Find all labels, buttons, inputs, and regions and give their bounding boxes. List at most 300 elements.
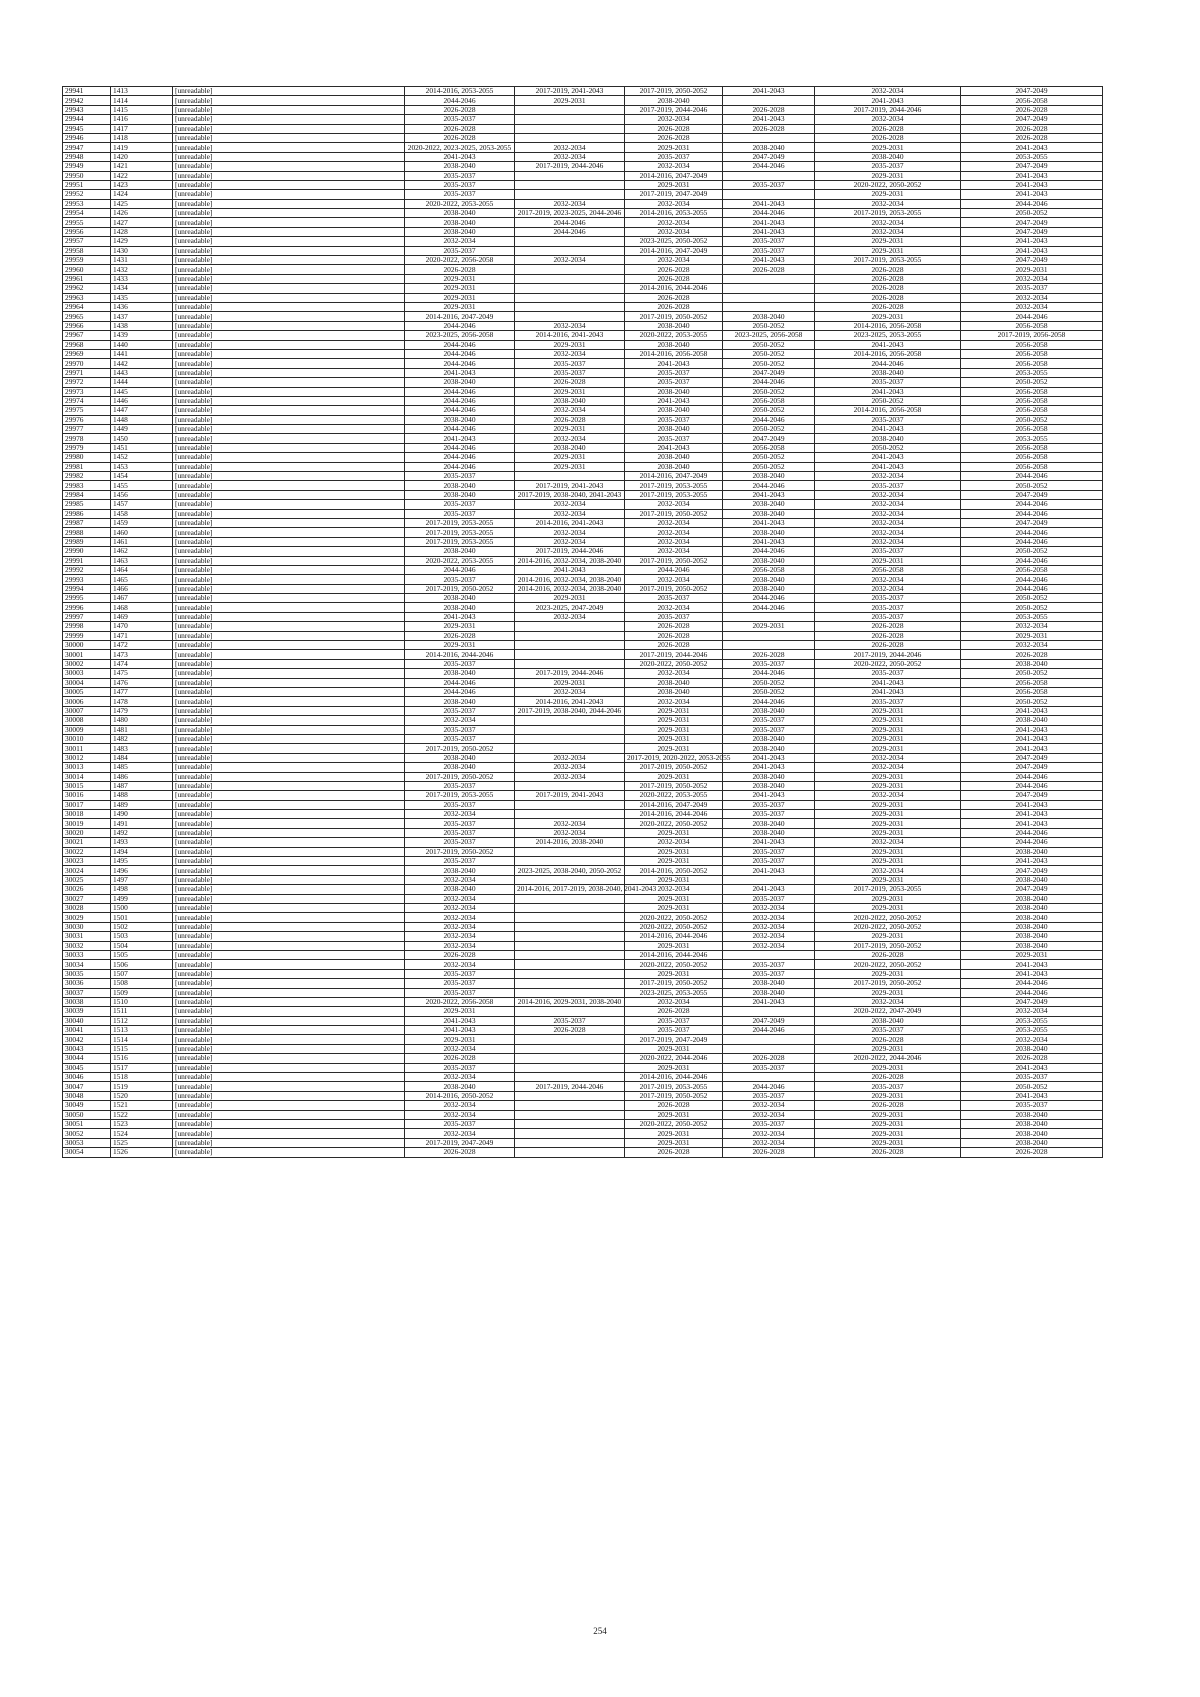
period-cell-3: 2017-2019, 2050-2052 — [625, 87, 723, 96]
period-cell-2 — [515, 1044, 625, 1053]
address-cell: [unreadable] — [173, 828, 405, 837]
period-cell-6: 2050-2052 — [961, 378, 1103, 387]
table-row — [63, 641, 1103, 650]
period-cell-5: 2041-2043 — [815, 453, 961, 462]
record-number: 29942 — [63, 96, 111, 105]
period-cell-3: 2026-2028 — [625, 133, 723, 142]
period-cell-1: 2029-2031 — [405, 1035, 515, 1044]
table-row — [63, 650, 1103, 659]
period-cell-2: 2029-2031 — [515, 678, 625, 687]
address-cell: [unreadable] — [173, 950, 405, 959]
period-cell-3: 2032-2034 — [625, 115, 723, 124]
record-number: 30020 — [63, 828, 111, 837]
house-number: 1445 — [111, 387, 173, 396]
period-cell-1: 2035-2037 — [405, 979, 515, 988]
record-number: 29955 — [63, 218, 111, 227]
table-row — [63, 838, 1103, 847]
period-cell-1: 2026-2028 — [405, 950, 515, 959]
record-number: 29968 — [63, 340, 111, 349]
house-number: 1501 — [111, 913, 173, 922]
period-cell-2: 2032-2034 — [515, 528, 625, 537]
period-cell-2: 2017-2019, 2038-2040, 2041-2043 — [515, 490, 625, 499]
address-cell: [unreadable] — [173, 556, 405, 565]
address-cell: [unreadable] — [173, 744, 405, 753]
period-cell-5: 2029-2031 — [815, 1091, 961, 1100]
period-cell-5: 2026-2028 — [815, 1035, 961, 1044]
period-cell-2: 2032-2034 — [515, 500, 625, 509]
address-cell: [unreadable] — [173, 349, 405, 358]
period-cell-3: 2017-2019, 2050-2052 — [625, 781, 723, 790]
period-cell-6: 2038-2040 — [961, 875, 1103, 884]
period-cell-4: 2038-2040 — [723, 979, 815, 988]
period-cell-2: 2032-2034 — [515, 152, 625, 161]
period-cell-4: 2050-2052 — [723, 349, 815, 358]
period-cell-2: 2017-2019, 2044-2046 — [515, 669, 625, 678]
table-row — [63, 1082, 1103, 1091]
period-cell-5: 2038-2040 — [815, 368, 961, 377]
period-cell-4: 2038-2040 — [723, 819, 815, 828]
period-cell-6: 2050-2052 — [961, 603, 1103, 612]
period-cell-5: 2026-2028 — [815, 302, 961, 311]
period-cell-3: 2035-2037 — [625, 1026, 723, 1035]
period-cell-1: 2032-2034 — [405, 810, 515, 819]
period-cell-1: 2014-2016, 2044-2046 — [405, 650, 515, 659]
period-cell-2: 2014-2016, 2041-2043 — [515, 697, 625, 706]
period-cell-2 — [515, 133, 625, 142]
period-cell-4: 2041-2043 — [723, 537, 815, 546]
period-cell-4: 2047-2049 — [723, 1016, 815, 1025]
record-number: 30002 — [63, 659, 111, 668]
period-cell-6: 2050-2052 — [961, 669, 1103, 678]
period-cell-5: 2029-2031 — [815, 171, 961, 180]
table-row — [63, 443, 1103, 452]
address-cell: [unreadable] — [173, 415, 405, 424]
period-cell-1: 2017-2019, 2053-2055 — [405, 518, 515, 527]
record-number: 30010 — [63, 734, 111, 743]
record-number: 30052 — [63, 1129, 111, 1138]
period-cell-1: 2026-2028 — [405, 105, 515, 114]
period-cell-5: 2020-2022, 2050-2052 — [815, 922, 961, 931]
period-cell-4: 2041-2043 — [723, 885, 815, 894]
address-cell: [unreadable] — [173, 1044, 405, 1053]
address-cell: [unreadable] — [173, 979, 405, 988]
period-cell-2 — [515, 1073, 625, 1082]
period-cell-4: 2035-2037 — [723, 716, 815, 725]
period-cell-6: 2044-2046 — [961, 472, 1103, 481]
period-cell-4: 2038-2040 — [723, 734, 815, 743]
period-cell-3: 2029-2031 — [625, 941, 723, 950]
period-cell-3: 2032-2034 — [625, 603, 723, 612]
record-number: 30041 — [63, 1026, 111, 1035]
house-number: 1417 — [111, 124, 173, 133]
house-number: 1414 — [111, 96, 173, 105]
house-number: 1479 — [111, 706, 173, 715]
period-cell-6: 2041-2043 — [961, 734, 1103, 743]
record-number: 29972 — [63, 378, 111, 387]
record-number: 29986 — [63, 509, 111, 518]
address-cell: [unreadable] — [173, 857, 405, 866]
table-row — [63, 913, 1103, 922]
house-number: 1503 — [111, 932, 173, 941]
period-cell-6: 2041-2043 — [961, 237, 1103, 246]
period-cell-1: 2035-2037 — [405, 706, 515, 715]
period-cell-1: 2017-2019, 2050-2052 — [405, 584, 515, 593]
period-cell-3: 2014-2016, 2044-2046 — [625, 810, 723, 819]
period-cell-1: 2044-2046 — [405, 321, 515, 330]
period-cell-5: 2038-2040 — [815, 152, 961, 161]
address-cell: [unreadable] — [173, 105, 405, 114]
record-number: 29951 — [63, 180, 111, 189]
address-cell: [unreadable] — [173, 612, 405, 621]
period-cell-5: 2032-2034 — [815, 528, 961, 537]
period-cell-2: 2035-2037 — [515, 368, 625, 377]
period-cell-3: 2017-2019, 2053-2055 — [625, 481, 723, 490]
record-number: 29960 — [63, 265, 111, 274]
period-cell-3: 2017-2019, 2050-2052 — [625, 509, 723, 518]
period-cell-3: 2032-2034 — [625, 537, 723, 546]
period-cell-6: 2047-2049 — [961, 518, 1103, 527]
address-cell: [unreadable] — [173, 462, 405, 471]
table-row — [63, 979, 1103, 988]
period-cell-3: 2014-2016, 2056-2058 — [625, 349, 723, 358]
table-row — [63, 819, 1103, 828]
period-cell-1: 2020-2022, 2053-2055 — [405, 199, 515, 208]
record-number: 29977 — [63, 425, 111, 434]
address-cell: [unreadable] — [173, 688, 405, 697]
table-row — [63, 1016, 1103, 1025]
period-cell-1: 2038-2040 — [405, 378, 515, 387]
period-cell-6: 2044-2046 — [961, 828, 1103, 837]
record-number: 30008 — [63, 716, 111, 725]
table-row — [63, 932, 1103, 941]
period-cell-3: 2041-2043 — [625, 443, 723, 452]
period-cell-1: 2020-2022, 2056-2058 — [405, 997, 515, 1006]
table-row — [63, 547, 1103, 556]
house-number: 1442 — [111, 359, 173, 368]
record-number: 30027 — [63, 894, 111, 903]
table-row — [63, 462, 1103, 471]
house-number: 1439 — [111, 331, 173, 340]
house-number: 1491 — [111, 819, 173, 828]
period-cell-2 — [515, 622, 625, 631]
record-number: 30030 — [63, 922, 111, 931]
period-cell-4: 2041-2043 — [723, 763, 815, 772]
table-row — [63, 490, 1103, 499]
period-cell-6: 2050-2052 — [961, 697, 1103, 706]
period-cell-5: 2032-2034 — [815, 115, 961, 124]
period-cell-4: 2035-2037 — [723, 659, 815, 668]
address-cell: [unreadable] — [173, 1091, 405, 1100]
period-cell-3: 2014-2016, 2047-2049 — [625, 800, 723, 809]
period-cell-1: 2044-2046 — [405, 678, 515, 687]
table-row — [63, 218, 1103, 227]
period-cell-5: 2029-2031 — [815, 725, 961, 734]
period-cell-4: 2050-2052 — [723, 359, 815, 368]
period-cell-4: 2044-2046 — [723, 669, 815, 678]
table-row — [63, 678, 1103, 687]
period-cell-1: 2029-2031 — [405, 641, 515, 650]
period-cell-6: 2026-2028 — [961, 1054, 1103, 1063]
period-cell-4: 2044-2046 — [723, 209, 815, 218]
period-cell-5: 2029-2031 — [815, 556, 961, 565]
period-cell-6: 2050-2052 — [961, 481, 1103, 490]
address-cell: [unreadable] — [173, 237, 405, 246]
period-cell-3: 2014-2016, 2050-2052 — [625, 866, 723, 875]
address-cell: [unreadable] — [173, 997, 405, 1006]
period-cell-2 — [515, 960, 625, 969]
period-cell-6: 2041-2043 — [961, 171, 1103, 180]
period-cell-3: 2032-2034 — [625, 669, 723, 678]
record-number: 30017 — [63, 800, 111, 809]
record-number: 30039 — [63, 1007, 111, 1016]
period-cell-3: 2026-2028 — [625, 293, 723, 302]
record-number: 29948 — [63, 152, 111, 161]
period-cell-1: 2032-2034 — [405, 913, 515, 922]
period-cell-6: 2038-2040 — [961, 894, 1103, 903]
period-cell-4: 2038-2040 — [723, 556, 815, 565]
address-cell: [unreadable] — [173, 800, 405, 809]
address-cell: [unreadable] — [173, 124, 405, 133]
house-number: 1508 — [111, 979, 173, 988]
record-number: 29997 — [63, 612, 111, 621]
address-cell: [unreadable] — [173, 697, 405, 706]
period-cell-6: 2047-2049 — [961, 256, 1103, 265]
period-cell-4: 2044-2046 — [723, 594, 815, 603]
address-cell: [unreadable] — [173, 866, 405, 875]
table-row — [63, 518, 1103, 527]
period-cell-6: 2038-2040 — [961, 932, 1103, 941]
period-cell-6: 2044-2046 — [961, 556, 1103, 565]
house-number: 1512 — [111, 1016, 173, 1025]
period-cell-5: 2017-2019, 2050-2052 — [815, 979, 961, 988]
period-cell-4: 2035-2037 — [723, 237, 815, 246]
period-cell-3: 2032-2034 — [625, 697, 723, 706]
table-row — [63, 1148, 1103, 1157]
period-cell-3: 2029-2031 — [625, 1044, 723, 1053]
record-number: 30021 — [63, 838, 111, 847]
house-number: 1433 — [111, 274, 173, 283]
house-number: 1436 — [111, 302, 173, 311]
house-number: 1440 — [111, 340, 173, 349]
period-cell-4: 2026-2028 — [723, 650, 815, 659]
period-cell-6: 2041-2043 — [961, 960, 1103, 969]
address-cell: [unreadable] — [173, 1138, 405, 1147]
table-row — [63, 349, 1103, 358]
period-cell-5: 2035-2037 — [815, 612, 961, 621]
period-cell-1: 2032-2034 — [405, 960, 515, 969]
period-cell-5: 2017-2019, 2053-2055 — [815, 885, 961, 894]
table-row — [63, 284, 1103, 293]
period-cell-6: 2035-2037 — [961, 1073, 1103, 1082]
house-number: 1472 — [111, 641, 173, 650]
table-row — [63, 190, 1103, 199]
period-cell-4: 2050-2052 — [723, 425, 815, 434]
period-cell-3: 2029-2031 — [625, 734, 723, 743]
period-cell-2 — [515, 875, 625, 884]
period-cell-3: 2020-2022, 2050-2052 — [625, 922, 723, 931]
period-cell-1: 2029-2031 — [405, 293, 515, 302]
period-cell-4: 2056-2058 — [723, 565, 815, 574]
period-cell-5: 2026-2028 — [815, 631, 961, 640]
period-cell-1: 2035-2037 — [405, 659, 515, 668]
house-number: 1446 — [111, 396, 173, 405]
address-cell: [unreadable] — [173, 772, 405, 781]
period-cell-5: 2029-2031 — [815, 1110, 961, 1119]
period-cell-3: 2017-2019, 2047-2049 — [625, 190, 723, 199]
period-cell-6: 2047-2049 — [961, 791, 1103, 800]
period-cell-3: 2020-2022, 2053-2055 — [625, 791, 723, 800]
period-cell-4: 2044-2046 — [723, 697, 815, 706]
house-number: 1448 — [111, 415, 173, 424]
period-cell-3: 2041-2043 — [625, 359, 723, 368]
address-cell: [unreadable] — [173, 209, 405, 218]
period-cell-5: 2020-2022, 2047-2049 — [815, 1007, 961, 1016]
period-cell-2: 2032-2034 — [515, 828, 625, 837]
period-cell-4 — [723, 1007, 815, 1016]
period-cell-1: 2044-2046 — [405, 462, 515, 471]
period-cell-4: 2044-2046 — [723, 547, 815, 556]
record-number: 29946 — [63, 133, 111, 142]
record-number: 30026 — [63, 885, 111, 894]
table-row — [63, 500, 1103, 509]
period-cell-5: 2035-2037 — [815, 162, 961, 171]
record-number: 30000 — [63, 641, 111, 650]
period-cell-2: 2032-2034 — [515, 819, 625, 828]
table-row — [63, 124, 1103, 133]
record-number: 30053 — [63, 1138, 111, 1147]
record-number: 29971 — [63, 368, 111, 377]
address-cell: [unreadable] — [173, 1026, 405, 1035]
period-cell-3: 2035-2037 — [625, 1016, 723, 1025]
record-number: 30025 — [63, 875, 111, 884]
period-cell-5: 2032-2034 — [815, 838, 961, 847]
period-cell-1: 2035-2037 — [405, 500, 515, 509]
house-number: 1513 — [111, 1026, 173, 1035]
period-cell-3: 2020-2022, 2050-2052 — [625, 960, 723, 969]
table-row — [63, 1026, 1103, 1035]
house-number: 1422 — [111, 171, 173, 180]
period-cell-4: 2038-2040 — [723, 312, 815, 321]
period-cell-6: 2047-2049 — [961, 162, 1103, 171]
record-number: 29956 — [63, 227, 111, 236]
period-cell-1: 2038-2040 — [405, 162, 515, 171]
table-row — [63, 1091, 1103, 1100]
house-number: 1434 — [111, 284, 173, 293]
record-number: 30009 — [63, 725, 111, 734]
period-cell-5: 2032-2034 — [815, 199, 961, 208]
house-number: 1471 — [111, 631, 173, 640]
house-number: 1525 — [111, 1138, 173, 1147]
record-number: 30033 — [63, 950, 111, 959]
period-cell-6: 2056-2058 — [961, 396, 1103, 405]
address-cell: [unreadable] — [173, 1054, 405, 1063]
period-cell-1: 2026-2028 — [405, 631, 515, 640]
period-cell-6: 2050-2052 — [961, 1082, 1103, 1091]
record-number: 29980 — [63, 453, 111, 462]
period-cell-3: 2029-2031 — [625, 857, 723, 866]
table-row — [63, 847, 1103, 856]
house-number: 1482 — [111, 734, 173, 743]
house-number: 1507 — [111, 969, 173, 978]
period-cell-4: 2032-2034 — [723, 932, 815, 941]
period-cell-4: 2041-2043 — [723, 838, 815, 847]
period-cell-2: 2014-2016, 2041-2043 — [515, 518, 625, 527]
period-cell-5: 2029-2031 — [815, 312, 961, 321]
period-cell-2: 2014-2016, 2032-2034, 2038-2040 — [515, 556, 625, 565]
house-number: 1520 — [111, 1091, 173, 1100]
address-cell: [unreadable] — [173, 472, 405, 481]
table-row — [63, 744, 1103, 753]
period-cell-2: 2032-2034 — [515, 753, 625, 762]
table-row — [63, 302, 1103, 311]
period-cell-2: 2014-2016, 2029-2031, 2038-2040 — [515, 997, 625, 1006]
period-cell-4: 2035-2037 — [723, 969, 815, 978]
house-number: 1413 — [111, 87, 173, 96]
period-cell-5: 2035-2037 — [815, 603, 961, 612]
period-cell-3: 2038-2040 — [625, 96, 723, 105]
record-number: 29950 — [63, 171, 111, 180]
period-cell-5: 2029-2031 — [815, 875, 961, 884]
period-cell-1: 2017-2019, 2053-2055 — [405, 537, 515, 546]
table-row — [63, 594, 1103, 603]
period-cell-3: 2029-2031 — [625, 744, 723, 753]
period-cell-3: 2020-2022, 2053-2055 — [625, 331, 723, 340]
period-cell-3: 2017-2019, 2044-2046 — [625, 105, 723, 114]
address-cell: [unreadable] — [173, 115, 405, 124]
period-cell-6: 2056-2058 — [961, 565, 1103, 574]
period-cell-6: 2050-2052 — [961, 547, 1103, 556]
address-cell: [unreadable] — [173, 481, 405, 490]
period-cell-2: 2032-2034 — [515, 349, 625, 358]
period-cell-3: 2020-2022, 2050-2052 — [625, 1119, 723, 1128]
period-cell-6: 2056-2058 — [961, 688, 1103, 697]
address-cell: [unreadable] — [173, 659, 405, 668]
period-cell-4: 2026-2028 — [723, 265, 815, 274]
record-number: 29962 — [63, 284, 111, 293]
period-cell-5: 2026-2028 — [815, 284, 961, 293]
address-cell: [unreadable] — [173, 960, 405, 969]
period-cell-4: 2026-2028 — [723, 1148, 815, 1157]
period-cell-1: 2038-2040 — [405, 594, 515, 603]
period-cell-5: 2032-2034 — [815, 791, 961, 800]
house-number: 1428 — [111, 227, 173, 236]
record-number: 29949 — [63, 162, 111, 171]
period-cell-3: 2014-2016, 2044-2046 — [625, 950, 723, 959]
table-row — [63, 866, 1103, 875]
period-cell-6: 2041-2043 — [961, 1091, 1103, 1100]
period-cell-2 — [515, 922, 625, 931]
period-cell-2 — [515, 265, 625, 274]
house-number: 1505 — [111, 950, 173, 959]
period-cell-3: 2032-2034 — [625, 518, 723, 527]
house-number: 1468 — [111, 603, 173, 612]
house-number: 1492 — [111, 828, 173, 837]
period-cell-3: 2029-2031 — [625, 969, 723, 978]
address-cell: [unreadable] — [173, 96, 405, 105]
period-cell-2 — [515, 913, 625, 922]
table-row — [63, 378, 1103, 387]
house-number: 1510 — [111, 997, 173, 1006]
period-cell-4: 2044-2046 — [723, 378, 815, 387]
period-cell-5: 2029-2031 — [815, 1129, 961, 1138]
period-cell-4: 2035-2037 — [723, 1063, 815, 1072]
table-row — [63, 1101, 1103, 1110]
period-cell-6: 2044-2046 — [961, 500, 1103, 509]
house-number: 1449 — [111, 425, 173, 434]
record-number: 29947 — [63, 143, 111, 152]
table-row — [63, 659, 1103, 668]
record-number: 29953 — [63, 199, 111, 208]
